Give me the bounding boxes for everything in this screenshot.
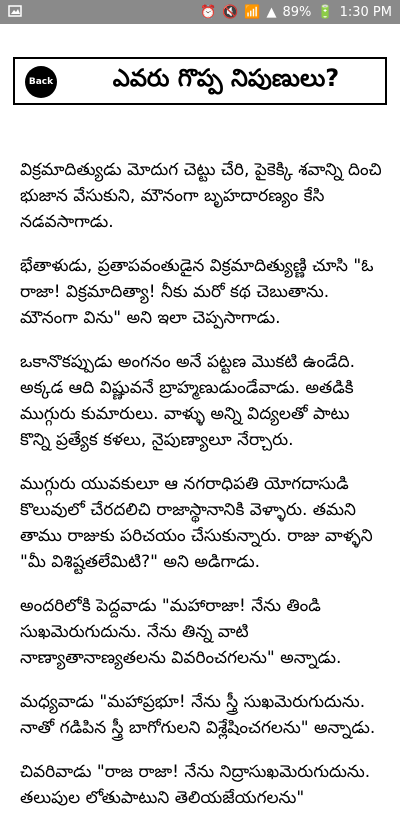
back-button[interactable]: Back (25, 66, 57, 98)
paragraph: అందరిలోకి పెద్దవాడు "మహారాజా! నేను తిండి సుఖమెరుగుదును. నేను తిన్న వాటి నాణ్యాతానాణ్యతలను వివరించగలను" అన్నాడు. (20, 596, 342, 668)
status-bar (0, 0, 400, 24)
mute-icon: 🔇 (222, 4, 239, 20)
status-right (200, 2, 392, 22)
battery-percent: 89% (282, 4, 312, 20)
page-title: ఎవరు గొప్ప నిపుణులు? (112, 64, 340, 92)
story-content (20, 157, 385, 829)
header-box (13, 57, 387, 105)
image-icon (8, 4, 22, 18)
paragraph: భేతాళుడు, ప్రతాపవంతుడైన విక్రమాదిత్యుణ్ణి చూసి "ఓ రాజా! విక్రమాదిత్యా! నీకు మరో కథ చెబుతాను. మౌనంగా విను" అని ఇలా చెప్పసాగాడు. (20, 256, 374, 328)
paragraph: విక్రమాదిత్యుడు మోదుగ చెట్టు చేరి, పైకెక్కి శవాన్ని దించి భుజాన వేసుకుని, మౌనంగా బృహదారణ్యం కేసి నడవసాగాడు. (20, 160, 382, 232)
paragraph: ఒకానొకప్పుడు అంగనం అనే పట్టణ మొకటి ఉండేది. అక్కడ ఆది విష్ణువనే బ్రాహ్మణుడుండేవాడు. అతడికి ముగ్గురు కుమారులు. వాళ్ళు అన్ని విద్యలతో పాటు కొన్ని ప్రత్యేక కళలు, నైపుణ్యాలూ నేర్చారు. (20, 352, 356, 450)
paragraph: చివరివాడు "రాజ రాజా! నేను నిద్రాసుఖమెరుగుదును. తలుపుల లోతుపాటుని తెలియజేయగలను" (20, 762, 371, 808)
alarm-icon: ⏰ (199, 4, 217, 20)
battery-icon: 🔋 (317, 4, 334, 20)
signal-icon: ▲ (266, 4, 277, 20)
paragraph: మధ్యవాడు "మహాప్రభూ! నేను స్త్రీ సుఖమెరుగుదును. నాతో గడిపిన స్త్రీ బాగోగులని విశ్లేషించగలను" అన్నాడు. (20, 692, 376, 738)
wifi-icon: 📶 (244, 4, 261, 20)
paragraph: ముగ్గురు యువకులూ ఆ నగరాధిపతి యోగదాసుడి కొలువులో చేరదలిచి రాజాస్థానానికి వెళ్ళారు. తమని తాము రాజుకు పరిచయం చేసుకున్నారు. రాజు వాళ్ళని "మీ విశిష్టతలేమిటి?" అని అడిగాడు. (20, 474, 373, 572)
clock: 1:30 PM (339, 4, 392, 20)
